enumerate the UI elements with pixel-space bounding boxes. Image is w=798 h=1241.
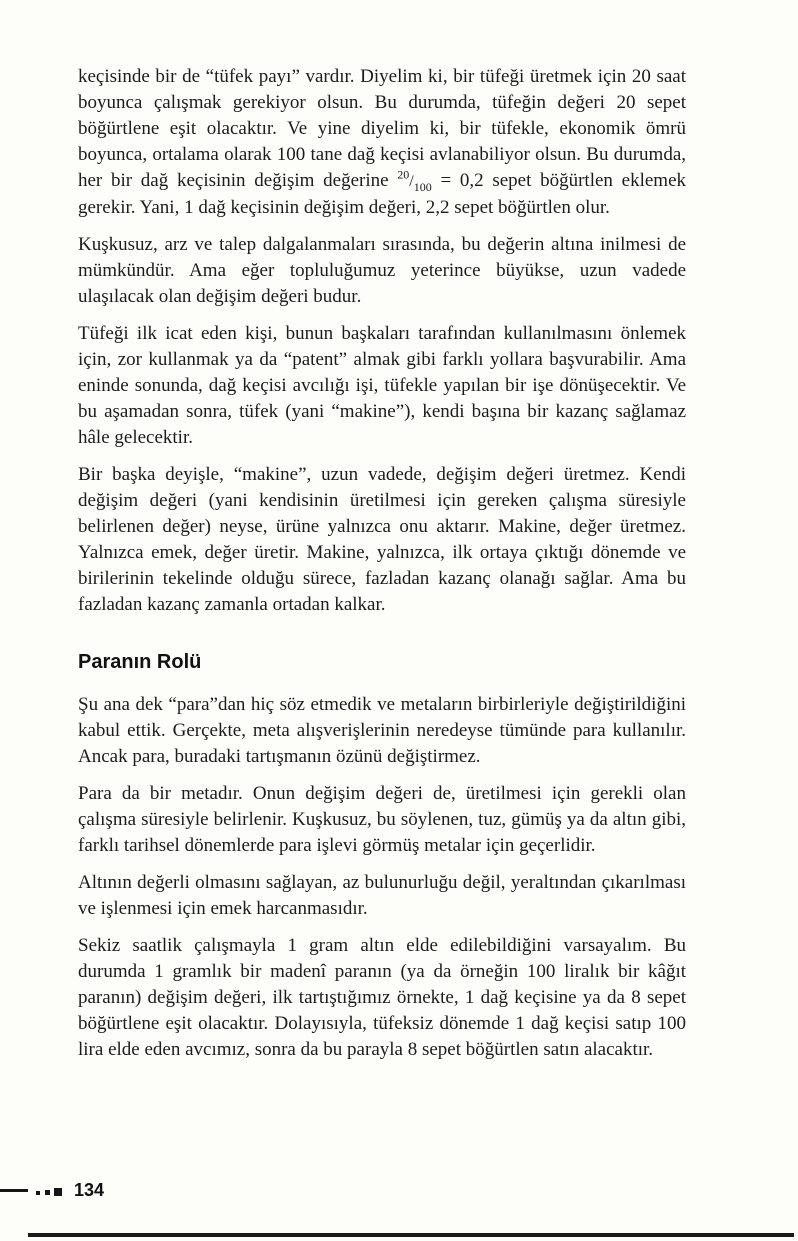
- fraction-slash: /: [409, 173, 414, 190]
- paragraph-2: Kuşkusuz, arz ve talep dalgalanmaları sırasında, bu değerin altına inilmesi de mümkündür. Ama eğer topluluğumuz yeterince büyükse, uzun vadede ulaşılacak olan değişim değeri budur.: [78, 234, 686, 307]
- page-bottom-edge: [28, 1233, 794, 1237]
- paragraph-4: Bir başka deyişle, “makine”, uzun vadede, değişim değeri üretmez. Kendi değişim değeri (yani kendisinin üretilmesi için gereken çalışma süresiyle belirlenen değer) neyse, ürüne yalnızca onu aktarır. Makine, değer üretmez. Yalnızca emek, değer üretir. Makine, yalnızca, ilk ortaya çıktığı dönemde ve birilerinin tekelinde olduğu sürece, fazladan kazanç olanağı sağlar. Ama bu fazladan kazanç zamanla ortadan kalkar.: [78, 464, 686, 615]
- paragraph-8: Sekiz saatlik çalışmayla 1 gram altın elde edilebildiğini varsayalım. Bu durumda 1 gramlık bir madenî paranın (ya da örneğin 100 liralık bir kâğıt paranın) değişim değeri, ilk tartıştığımız örnekte, 1 dağ keçisine ya da 8 sepet böğürtlene eşit olacaktır. Dolayısıyla, tüfeksiz dönemde 1 dağ keçisi satıp 100 lira elde eden avcımız, sonra da bu parayla 8 sepet böğürtlen satın alacaktır.: [78, 935, 686, 1060]
- footer-rule: [0, 1189, 28, 1192]
- paragraph-1-text-before: keçisinde bir de “tüfek payı” vardır. Diyelim ki, bir tüfeği üretmek için 20 saat boyunca çalışmak gerekiyor olsun. Bu durumda, tüfeğin değeri 20 sepet böğürtlene eşit olacaktır. Ve yine diyelim ki, bir tüfekle, ekonomik ömrü boyunca, ortalama olarak 100 tane dağ keçisi avlanabiliyor olsun. Bu durumda, her bir dağ keçisinin değişim değerine: [78, 66, 686, 191]
- paragraph-5: Şu ana dek “para”dan hiç söz etmedik ve metaların birbirleriyle değiştirildiğini kabul ettik. Gerçekte, meta alışverişlerinin neredeyse tümünde para kullanılır. Ancak para, buradaki tartışmanın özünü değiştirmez.: [78, 694, 686, 767]
- fraction-denominator: 100: [413, 179, 432, 194]
- paragraph-6: Para da bir metadır. Onun değişim değeri de, üretilmesi için gerekli olan çalışma süresiyle belirlenir. Kuşkusuz, bu söylenen, tuz, gümüş ya da altın gibi, farklı tarihsel dönemlerde para işlevi görmüş metalar için geçerlidir.: [78, 783, 686, 856]
- section-heading: Paranın Rolü: [78, 651, 202, 673]
- text-column: [78, 64, 686, 1074]
- footer-square-icon: [45, 1190, 50, 1195]
- fraction-numerator: 20: [397, 167, 410, 182]
- paragraph-3: Tüfeği ilk icat eden kişi, bunun başkaları tarafından kullanılmasını önlemek için, zor kullanmak ya da “patent” almak gibi farklı yollara başvurabilir. Ama eninde sonunda, dağ keçisi avcılığı işi, tüfekle yapılan bir işe dönüşecektir. Ve bu aşamadan sonra, tüfek (yani “makine”), kendi başına bir kazanç sağlamaz hâle gelecektir.: [78, 323, 686, 448]
- paragraph-1-text-after: = 0,2 sepet böğürtlen eklemek gerekir. Yani, 1 dağ keçisinin değişim değeri, 2,2 sepet böğürtlen olur.: [78, 170, 687, 218]
- paragraph-1: [78, 64, 686, 221]
- paragraph-7: Altının değerli olmasını sağlayan, az bulunurluğu değil, yeraltından çıkarılması ve işlenmesi için emek harcanmasıdır.: [78, 872, 686, 919]
- footer-square-icon: [36, 1191, 40, 1195]
- page-number: 134: [74, 1180, 105, 1200]
- page-footer: [0, 1178, 798, 1202]
- footer-square-icon: [54, 1188, 62, 1196]
